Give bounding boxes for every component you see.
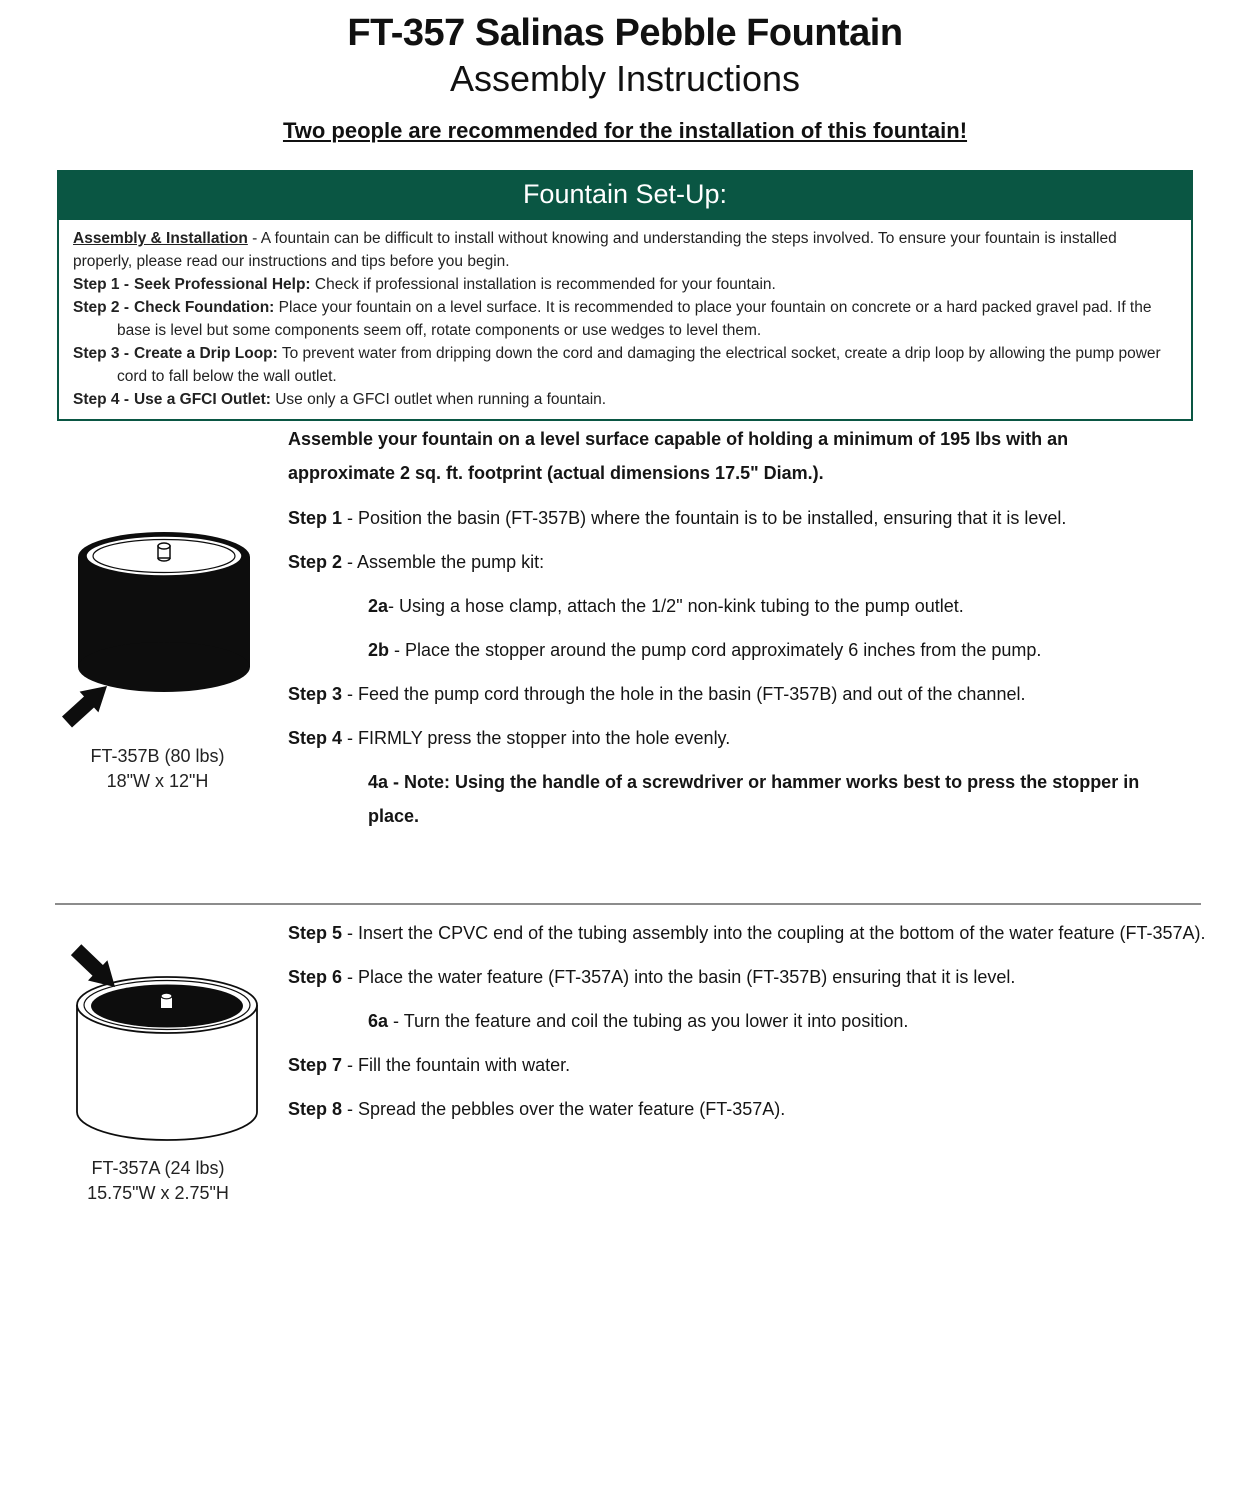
assembly-step-7	[288, 1048, 1228, 1082]
setup-step-4	[73, 388, 1177, 411]
assembly-step-2b	[368, 633, 1228, 667]
setup-step-1	[73, 273, 1177, 296]
step-num: Step 7	[288, 1055, 343, 1075]
arrow-icon	[71, 944, 115, 987]
step-num: 2a	[368, 596, 389, 616]
page-subtitle: Assembly Instructions	[449, 58, 801, 99]
step-num: Step 8	[288, 1099, 343, 1119]
step-num: Step 5	[288, 923, 343, 943]
step-num: 4a	[368, 772, 389, 792]
part-dimensions: 15.75"W x 2.75"H	[87, 1183, 229, 1203]
part-number: FT-357A (24 lbs)	[91, 1158, 225, 1178]
setup-step-2	[73, 296, 1177, 342]
setup-intro-text: - A fountain can be difficult to install without knowing and understanding the steps involved. To ensure your fountain is installed properly, please read our instructions and tips before you begin.	[73, 230, 1117, 270]
assembly-step-6	[288, 960, 1228, 994]
step-text: - Position the basin (FT-357B) where the fountain is to be installed, ensuring that it is level.	[342, 508, 1067, 528]
step-text: - Insert the CPVC end of the tubing assembly into the coupling at the bottom of the water feature (FT-357A).	[342, 923, 1206, 943]
step-text: - Assemble the pump kit:	[342, 552, 545, 572]
figure-basin-label	[60, 744, 255, 794]
setup-step-text: To prevent water from dripping down the cord and damaging the electrical socket, create a drip loop by allowing the pump power cord to fall below the wall outlet.	[117, 345, 1161, 385]
setup-instructions-box	[57, 218, 1193, 421]
two-person-notice: Two people are recommended for the installation of this fountain!	[282, 118, 968, 143]
coupling-icon	[158, 543, 170, 561]
step-num: Step 3	[288, 684, 343, 704]
step-num: 2b	[368, 640, 390, 660]
setup-step-num: Step 2 -	[73, 299, 129, 316]
setup-step-3	[73, 342, 1177, 388]
step-text: - FIRMLY press the stopper into the hole evenly.	[342, 728, 731, 748]
part-dimensions: 18"W x 12"H	[106, 771, 209, 791]
part-number: FT-357B (80 lbs)	[90, 746, 225, 766]
setup-intro-label: Assembly & Installation	[73, 230, 248, 247]
setup-step-label: Create a Drip Loop:	[133, 345, 278, 362]
setup-section-header: Fountain Set-Up:	[57, 170, 1193, 218]
assembly-step-4a	[368, 765, 1168, 833]
setup-step-text: Place your fountain on a level surface. It is recommended to place your fountain on concrete or a hard packed gravel pad. If the base is level but some components seem off, rotate components or use wedges to level them.	[117, 299, 1152, 339]
setup-step-num: Step 1 -	[73, 276, 129, 293]
assembly-steps-part2	[288, 916, 1228, 1136]
setup-step-label: Check Foundation:	[133, 299, 275, 316]
step-text: - Place the stopper around the pump cord approximately 6 inches from the pump.	[389, 640, 1042, 660]
assembly-step-1	[288, 501, 1228, 535]
setup-step-label: Use a GFCI Outlet:	[133, 391, 271, 408]
assembly-step-2	[288, 545, 1228, 579]
step-num: Step 1	[288, 508, 343, 528]
setup-intro	[73, 227, 1177, 273]
page-title: FT-357 Salinas Pebble Fountain	[347, 12, 903, 54]
step-text: - Note: Using the handle of a screwdriver or hammer works best to press the stopper in place.	[368, 772, 1140, 826]
setup-step-text: Check if professional installation is recommended for your fountain.	[314, 276, 776, 293]
setup-step-label: Seek Professional Help:	[133, 276, 311, 293]
assembly-steps-part1	[288, 422, 1228, 843]
step-text: - Turn the feature and coil the tubing as you lower it into position.	[388, 1011, 909, 1031]
assembly-step-3	[288, 677, 1228, 711]
water-feature-illustration	[52, 938, 264, 1156]
setup-step-text: Use only a GFCI outlet when running a fountain.	[275, 391, 607, 408]
assembly-step-4	[288, 721, 1228, 755]
assembly-step-8	[288, 1092, 1228, 1126]
step-text: - Using a hose clamp, attach the 1/2" non-kink tubing to the pump outlet.	[388, 596, 964, 616]
step-text: - Fill the fountain with water.	[342, 1055, 571, 1075]
assembly-step-5	[288, 916, 1228, 950]
section-divider	[55, 903, 1201, 905]
step-num: Step 4	[288, 728, 343, 748]
step-text: - Spread the pebbles over the water feature (FT-357A).	[342, 1099, 786, 1119]
step-num: 6a	[368, 1011, 389, 1031]
arrow-icon	[62, 686, 107, 728]
step-text: - Feed the pump cord through the hole in the basin (FT-357B) and out of the channel.	[342, 684, 1026, 704]
figure-water-feature-label	[52, 1156, 264, 1206]
setup-step-num: Step 4 -	[73, 391, 129, 408]
figure-water-feature	[52, 938, 264, 1224]
assembly-intro: Assemble your fountain on a level surface capable of holding a minimum of 195 lbs with an approximate 2 sq. ft. footprint (actual dimensions 17.5" Diam.).	[288, 429, 1069, 483]
basin-illustration	[60, 520, 255, 744]
assembly-step-6a	[368, 1004, 1228, 1038]
setup-step-num: Step 3 -	[73, 345, 129, 362]
assembly-step-2a	[368, 589, 1228, 623]
step-num: Step 6	[288, 967, 343, 987]
step-text: - Place the water feature (FT-357A) into the basin (FT-357B) ensuring that it is level.	[342, 967, 1016, 987]
step-num: Step 2	[288, 552, 343, 572]
figure-basin	[60, 520, 255, 812]
